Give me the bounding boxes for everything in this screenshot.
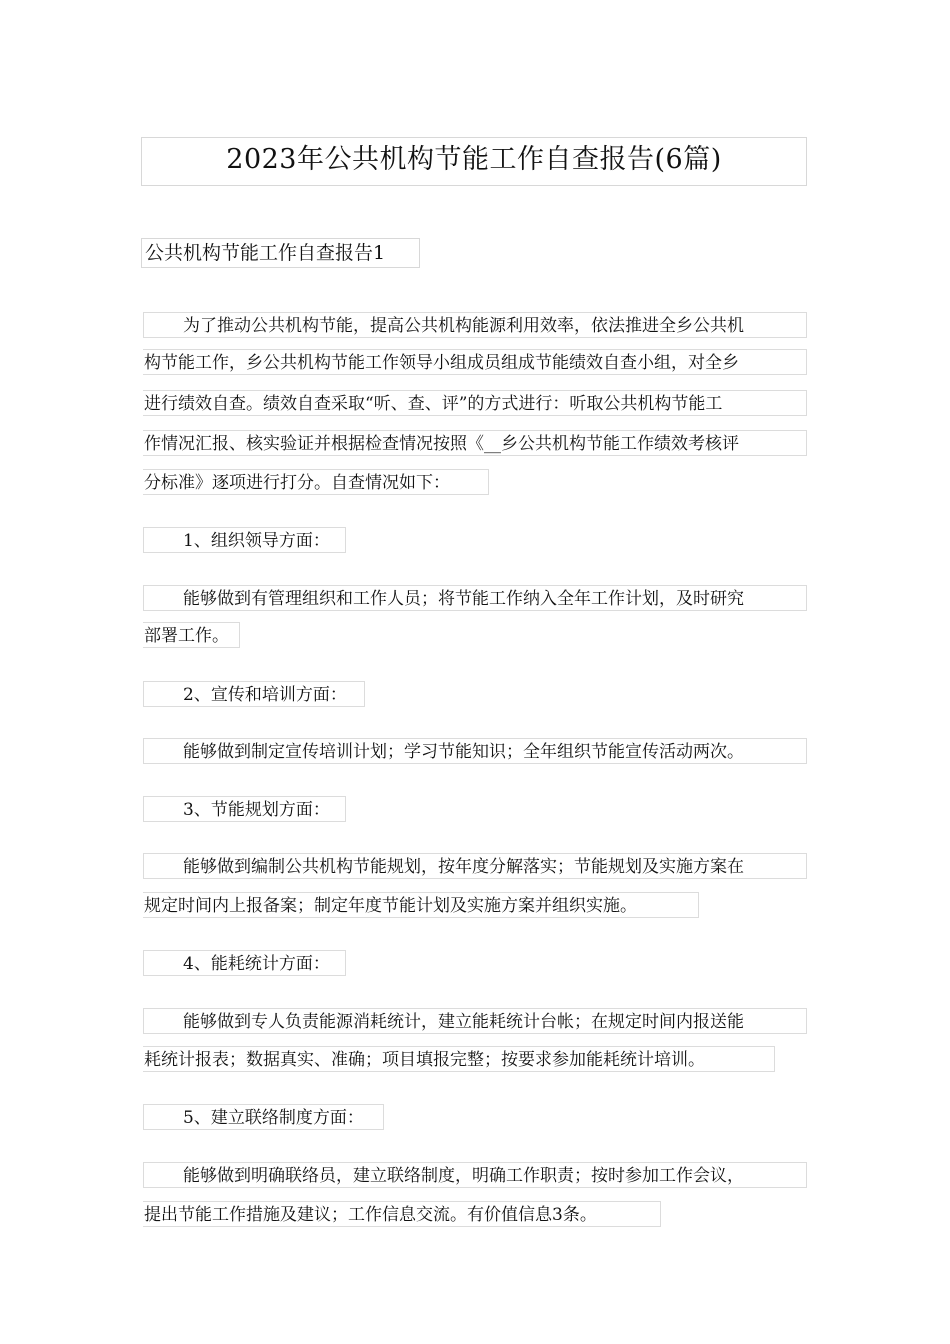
paragraph-line: 能够做到编制公共机构节能规划，按年度分解落实；节能规划及实施方案在 — [143, 853, 807, 879]
item-heading: 3、节能规划方面： — [143, 796, 346, 822]
item-heading: 1、组织领导方面： — [143, 527, 346, 553]
paragraph-line: 能够做到专人负责能源消耗统计，建立能耗统计台帐；在规定时间内报送能 — [143, 1008, 807, 1034]
paragraph-line: 能够做到有管理组织和工作人员；将节能工作纳入全年工作计划，及时研究 — [143, 585, 807, 611]
paragraph-line: 规定时间内上报备案；制定年度节能计划及实施方案并组织实施。 — [143, 892, 699, 918]
paragraph-line: 能够做到制定宣传培训计划；学习节能知识；全年组织节能宣传活动两次。 — [143, 738, 807, 764]
page-title: 2023年公共机构节能工作自查报告(6篇) — [141, 137, 807, 186]
paragraph-line: 分标准》逐项进行打分。自查情况如下： — [143, 469, 489, 495]
paragraph-line: 作情况汇报、核实验证并根据检查情况按照《__乡公共机构节能工作绩效考核评 — [143, 430, 807, 456]
paragraph-line: 构节能工作，乡公共机构节能工作领导小组成员组成节能绩效自查小组，对全乡 — [143, 349, 807, 375]
paragraph-line: 为了推动公共机构节能，提高公共机构能源利用效率，依法推进全乡公共机 — [143, 312, 807, 338]
paragraph-line: 耗统计报表；数据真实、准确；项目填报完整；按要求参加能耗统计培训。 — [143, 1046, 775, 1072]
paragraph-line: 提出节能工作措施及建议；工作信息交流。有价值信息3条。 — [143, 1201, 661, 1227]
item-heading: 5、建立联络制度方面： — [143, 1104, 384, 1130]
paragraph-line: 部署工作。 — [143, 622, 240, 648]
item-heading: 2、宣传和培训方面： — [143, 681, 365, 707]
paragraph-line: 能够做到明确联络员，建立联络制度，明确工作职责；按时参加工作会议， — [143, 1162, 807, 1188]
item-heading: 4、能耗统计方面： — [143, 950, 346, 976]
paragraph-line: 进行绩效自查。绩效自查采取“听、查、评”的方式进行：听取公共机构节能工 — [143, 390, 807, 416]
section-title: 公共机构节能工作自查报告1 — [141, 238, 420, 268]
